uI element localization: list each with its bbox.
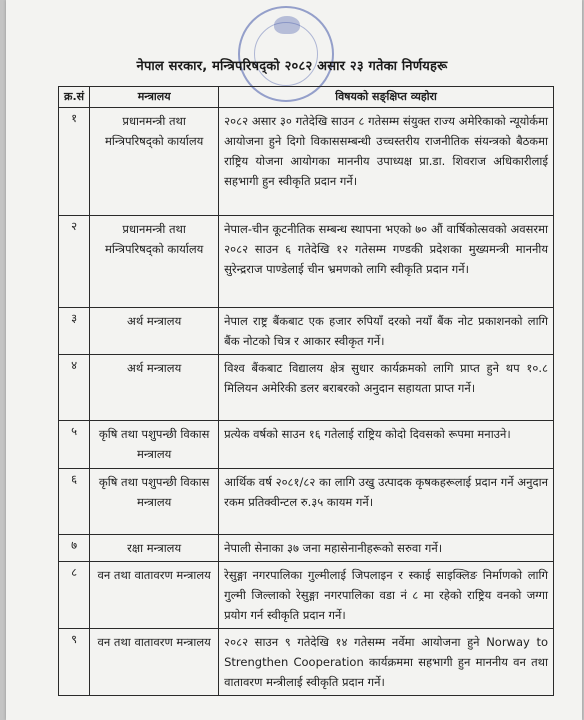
row-serial-number: २ [59, 216, 90, 308]
row-description: विश्व बैंकबाट विद्यालय क्षेत्र सुधार कार्यक्रमको लागि प्राप्त हुने थप १०.८ मिलियन अमेरिकी डलर बराबरको अनुदान सहायता प्राप्त गर्ने। [219, 355, 554, 421]
row-serial-number: ३ [59, 308, 90, 355]
row-serial-number: ६ [59, 469, 90, 535]
row-description: रेसुङ्गा नगरपालिका गुल्मीलाई जिपलाइन र स्काई साइक्लिङ निर्माणको लागि गुल्मी जिल्लाको रेसुङ्गा नगरपालिका वडा नं ८ मा रहेको राष्ट्रिय वनको जग्गा प्रयोग गर्न स्वीकृति प्रदान गर्ने। [219, 562, 554, 629]
row-description: २०८२ साउन ९ गतेदेखि १४ गतेसम्म नर्वेमा आयोजना हुने Norway to Strengthen Cooperation कार्यक्रममा सहभागी हुन माननीय वन तथा वातावरण मन्त्रीलाई स्वीकृति प्रदान गर्ने। [219, 629, 554, 696]
table-row [59, 562, 554, 629]
row-description: नेपाल राष्ट्र बैंकबाट एक हजार रुपियाँ दरको नयाँ बैंक नोट प्रकाशनको लागि बैंक नोटको चित्र र आकार स्वीकृत गर्ने। [219, 308, 554, 355]
document-title: नेपाल सरकार, मन्त्रिपरिषद्को २०८२ असार २३ गतेका निर्णयहरू [136, 59, 448, 74]
row-serial-number: ८ [59, 562, 90, 629]
table-row [59, 308, 554, 355]
row-description: आर्थिक वर्ष २०८१/८२ का लागि उखु उत्पादक कृषकहरूलाई प्रदान गर्ने अनुदान रकम प्रतिक्वीन्टल रु.३५ कायम गर्ने। [219, 469, 554, 535]
row-serial-number: ५ [59, 421, 90, 469]
table-row [59, 421, 554, 469]
row-ministry: प्रधानमन्त्री तथा मन्त्रिपरिषद्को कार्यालय [90, 108, 219, 216]
decisions-table [58, 86, 554, 696]
row-ministry: रक्षा मन्त्रालय [90, 535, 219, 562]
row-description: नेपाल-चीन कूटनीतिक सम्बन्ध स्थापना भएको ७० औं वार्षिकोत्सवको अवसरमा २०८२ साउन ६ गतेदेखि १२ गतेसम्म गण्डकी प्रदेशका मुख्यमन्त्री माननीय सुरेन्द्रराज पाण्डेलाई चीन भ्रमणको लागि स्वीकृति प्रदान गर्ने। [219, 216, 554, 308]
header-ministry: मन्त्रालय [90, 87, 219, 108]
row-serial-number: १ [59, 108, 90, 216]
table-header-row [59, 87, 554, 108]
row-ministry: अर्थ मन्त्रालय [90, 355, 219, 421]
header-description: विषयको सङ्क्षिप्त व्यहोरा [219, 87, 554, 108]
table-row [59, 216, 554, 308]
row-serial-number: ७ [59, 535, 90, 562]
table-row [59, 535, 554, 562]
table-row [59, 629, 554, 696]
row-ministry: कृषि तथा पशुपन्छी विकास मन्त्रालय [90, 421, 219, 469]
row-ministry: वन तथा वातावरण मन्त्रालय [90, 562, 219, 629]
seal-emblem-icon [274, 16, 300, 34]
table-row [59, 355, 554, 421]
row-serial-number: ९ [59, 629, 90, 696]
row-ministry: वन तथा वातावरण मन्त्रालय [90, 629, 219, 696]
table-row [59, 469, 554, 535]
row-serial-number: ४ [59, 355, 90, 421]
row-description: २०८२ असार ३० गतेदेखि साउन ८ गतेसम्म संयुक्त राज्य अमेरिकाको न्यूयोर्कमा आयोजना हुने दिगो विकाससम्बन्धी उच्चस्तरीय राजनीतिक संयन्त्रको बैठकमा राष्ट्रिय योजना आयोगका माननीय उपाध्यक्ष प्रा.डा. शिवराज अधिकारीलाई सहभागी हुन स्वीकृति प्रदान गर्ने। [219, 108, 554, 216]
row-description: नेपाली सेनाका ३७ जना महासेनानीहरूको सरुवा गर्ने। [219, 535, 554, 562]
row-ministry: प्रधानमन्त्री तथा मन्त्रिपरिषद्को कार्यालय [90, 216, 219, 308]
row-ministry: अर्थ मन्त्रालय [90, 308, 219, 355]
header-serial-number: क्र.सं [59, 87, 90, 108]
row-ministry: कृषि तथा पशुपन्छी विकास मन्त्रालय [90, 469, 219, 535]
row-description: प्रत्येक वर्षको साउन १६ गतेलाई राष्ट्रिय कोदो दिवसको रूपमा मनाउने। [219, 421, 554, 469]
table-row [59, 108, 554, 216]
